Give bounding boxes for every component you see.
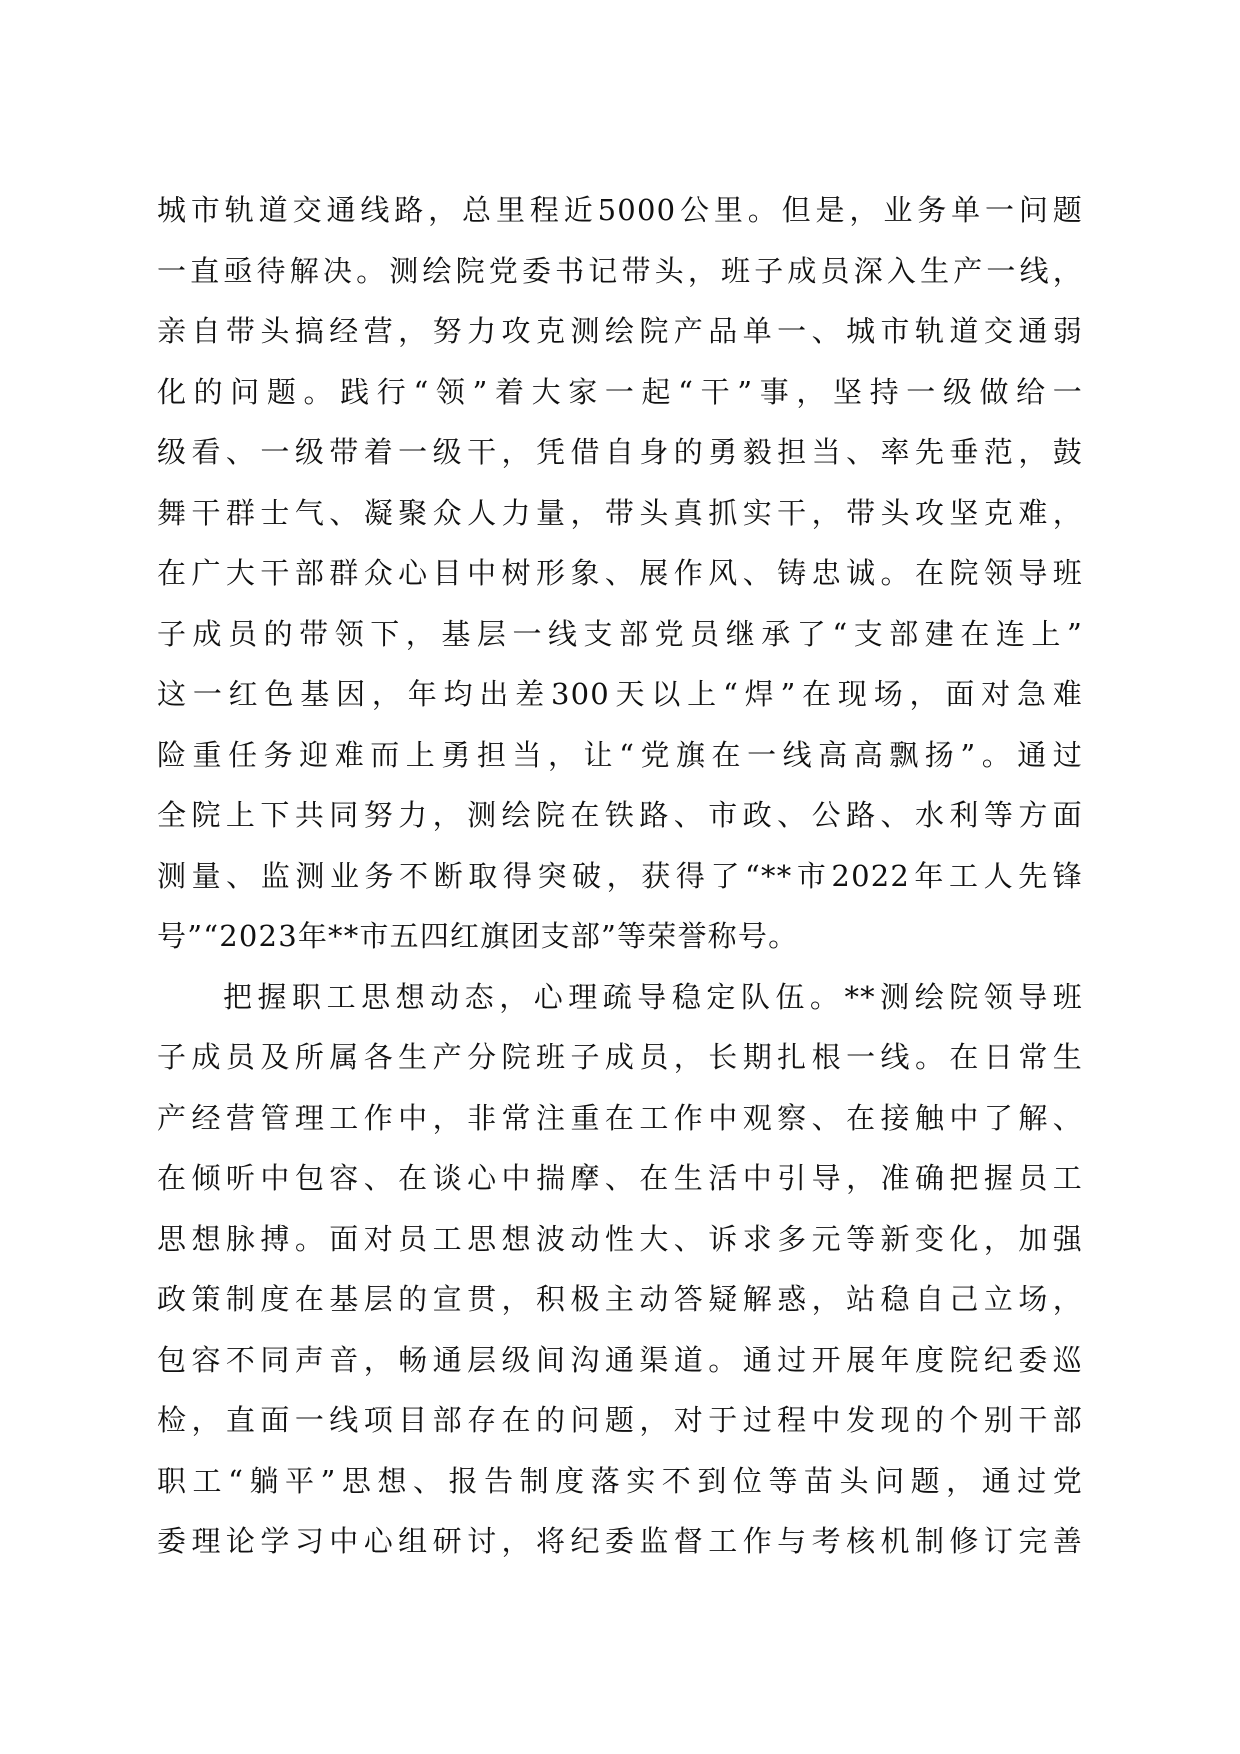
text-line: 亲自带头搞经营，努力攻克测绘院产品单一、城市轨道交通弱 [157, 314, 1083, 348]
text-line: 一直亟待解决。测绘院党委书记带头，班子成员深入生产一线， [157, 253, 1083, 288]
text-line: 职工“躺平”思想、报告制度落实不到位等苗头问题，通过党 [157, 1463, 1083, 1498]
text-line: 把握职工思想动态，心理疏导稳定队伍。**测绘院领导班 [223, 979, 1083, 1014]
text-line: 政策制度在基层的宣贯，积极主动答疑解惑，站稳自己立场， [157, 1282, 1083, 1316]
text-line: 舞干群士气、凝聚众人力量，带头真抓实干，带头攻坚克难， [157, 495, 1083, 530]
text-line: 全院上下共同努力，测绘院在铁路、市政、公路、水利等方面 [157, 798, 1083, 832]
text-line: 城市轨道交通线路，总里程近5000公里。但是，业务单一问题 [157, 193, 1083, 227]
text-line: 子成员及所属各生产分院班子成员，长期扎根一线。在日常生 [157, 1040, 1083, 1074]
text-line: 在广大干部群众心目中树形象、展作风、铸忠诚。在院领导班 [157, 556, 1083, 590]
text-line: 化的问题。践行“领”着大家一起“干”事，坚持一级做给一 [157, 374, 1083, 409]
text-line: 包容不同声音，畅通层级间沟通渠道。通过开展年度院纪委巡 [157, 1342, 1083, 1377]
text-line: 险重任务迎难而上勇担当，让“党旗在一线高高飘扬”。通过 [157, 737, 1083, 772]
text-line: 这一红色基因，年均出差300天以上“焊”在现场，面对急难 [157, 677, 1083, 711]
text-line: 思想脉搏。面对员工思想波动性大、诉求多元等新变化，加强 [157, 1221, 1083, 1256]
body-text [157, 180, 1083, 1572]
text-line: 委理论学习中心组研讨，将纪委监督工作与考核机制修订完善 [157, 1524, 1083, 1558]
paragraph-employee-mindset [157, 967, 1083, 1572]
text-line: 号”“2023年**市五四红旗团支部”等荣誉称号。 [157, 919, 799, 953]
text-line: 子成员的带领下，基层一线支部党员继承了“支部建在连上” [157, 616, 1083, 651]
text-line: 测量、监测业务不断取得突破，获得了“**市2022年工人先锋 [157, 858, 1083, 893]
text-line: 产经营管理工作中，非常注重在工作中观察、在接触中了解、 [157, 1100, 1083, 1135]
text-line: 在倾听中包容、在谈心中揣摩、在生活中引导，准确把握员工 [157, 1161, 1083, 1195]
text-line: 级看、一级带着一级干，凭借自身的勇毅担当、率先垂范，鼓 [157, 435, 1083, 469]
text-line: 检，直面一线项目部存在的问题，对于过程中发现的个别干部 [157, 1403, 1083, 1437]
paragraph-leadership-example [157, 180, 1083, 967]
